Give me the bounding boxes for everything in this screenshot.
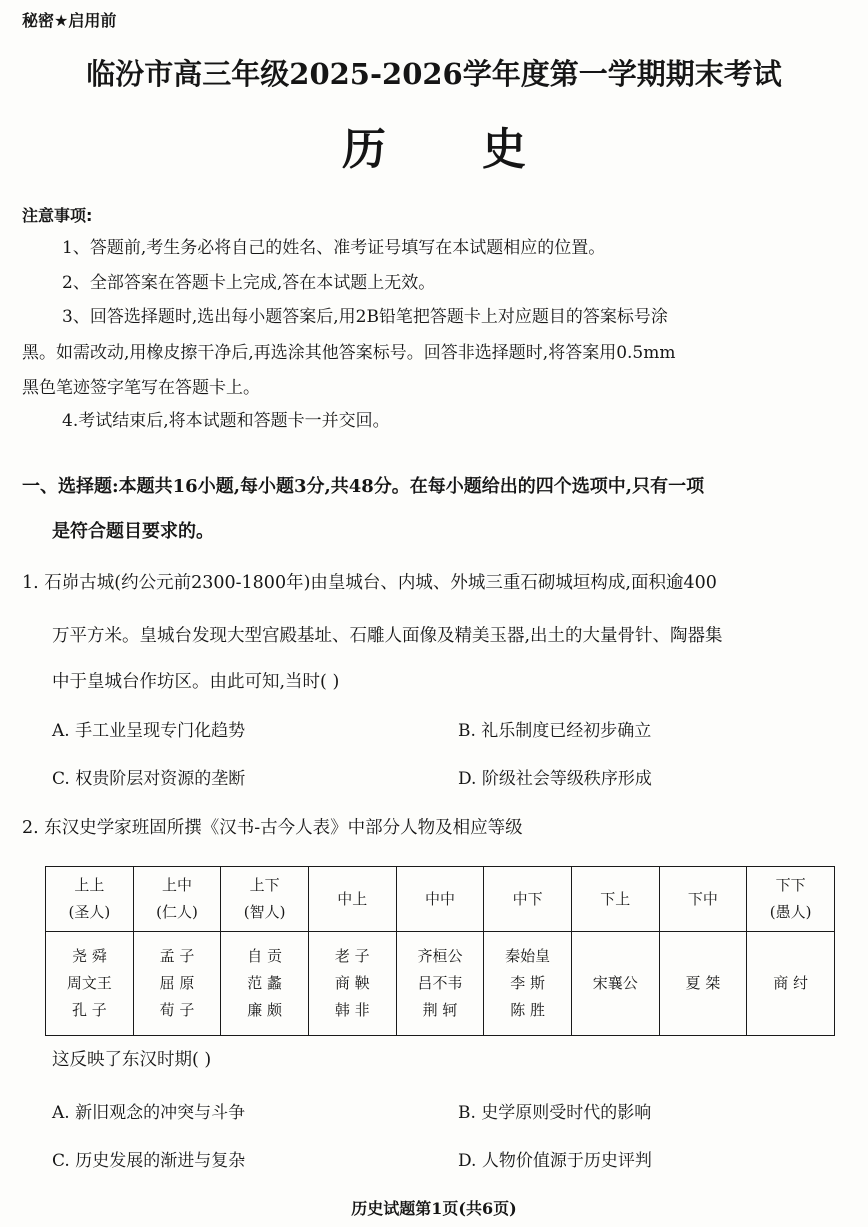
grade-header: 中上 (308, 867, 396, 932)
grade-people-cell: 尧 舜 周文王 孔 子 (46, 932, 134, 1036)
question-1-option-b[interactable]: B. 礼乐制度已经初步确立 (458, 721, 652, 741)
notice-line: 2、全部答案在答题卡上完成,答在本试题上无效。 (62, 273, 436, 293)
grade-people-cell: 自 贡 范 蠡 廉 颇 (221, 932, 309, 1036)
confidential-mark: 秘密★启用前 (22, 11, 117, 30)
question-1-option-a[interactable]: A. 手工业呈现专门化趋势 (52, 721, 246, 741)
notice-line: 黑色笔迹签字笔写在答题卡上。 (22, 378, 260, 398)
notice-line: 黑。如需改动,用橡皮擦干净后,再选涂其他答案标号。回答非选择题时,将答案用0.5mm (22, 343, 676, 363)
notice-line: 1、答题前,考生务必将自己的姓名、准考证号填写在本试题相应的位置。 (62, 238, 606, 258)
grade-header: 下下 (愚人) (747, 867, 835, 932)
grade-header: 下中 (659, 867, 747, 932)
question-1-stem: 万平方米。皇城台发现大型宫殿基址、石雕人面像及精美玉器,出土的大量骨针、陶器集 (52, 626, 723, 646)
question-2-prompt: 这反映了东汉时期( ) (52, 1050, 212, 1070)
question-1-option-d[interactable]: D. 阶级社会等级秩序形成 (458, 769, 652, 789)
grade-header: 上中 (仁人) (133, 867, 221, 932)
table-row (46, 932, 835, 1036)
grade-header: 上上 (圣人) (46, 867, 134, 932)
grade-people-cell: 老 子 商 鞅 韩 非 (308, 932, 396, 1036)
table-header-row (46, 867, 835, 932)
question-2-stem: 2. 东汉史学家班固所撰《汉书-古今人表》中部分人物及相应等级 (22, 818, 523, 838)
notice-line: 4.考试结束后,将本试题和答题卡一并交回。 (62, 411, 390, 431)
grade-people-cell: 商 纣 (747, 932, 835, 1036)
grade-people-cell: 宋襄公 (571, 932, 659, 1036)
question-1-option-c[interactable]: C. 权贵阶层对资源的垄断 (52, 769, 246, 789)
question-2-option-b[interactable]: B. 史学原则受时代的影响 (458, 1103, 652, 1123)
question-2-option-a[interactable]: A. 新旧观念的冲突与斗争 (52, 1103, 246, 1123)
grade-people-cell: 秦始皇 李 斯 陈 胜 (484, 932, 572, 1036)
section-heading: 一、选择题:本题共16小题,每小题3分,共48分。在每小题给出的四个选项中,只有一项 (22, 476, 705, 497)
exam-title: 临汾市高三年级2025-2026学年度第一学期期末考试 (86, 57, 782, 91)
question-1-stem: 1. 石峁古城(约公元前2300-1800年)由皇城台、内城、外城三重石砌城垣构成,面积逾400 (22, 573, 717, 593)
grade-people-cell: 齐桓公 吕不韦 荆 轲 (396, 932, 484, 1036)
grades-table (45, 866, 835, 1036)
notice-heading: 注意事项: (22, 206, 93, 225)
subject-title: 历史 (342, 124, 622, 175)
grade-people-cell: 孟 子 屈 原 荀 子 (133, 932, 221, 1036)
question-2-option-d[interactable]: D. 人物价值源于历史评判 (458, 1151, 652, 1171)
question-2-option-c[interactable]: C. 历史发展的渐进与复杂 (52, 1151, 246, 1171)
grade-header: 中中 (396, 867, 484, 932)
grade-header: 中下 (484, 867, 572, 932)
grade-header: 上下 (智人) (221, 867, 309, 932)
page-footer: 历史试题第1页(共6页) (351, 1199, 517, 1218)
grade-people-cell: 夏 桀 (659, 932, 747, 1036)
grade-header: 下上 (571, 867, 659, 932)
section-heading-cont: 是符合题目要求的。 (52, 521, 214, 542)
notice-line: 3、回答选择题时,选出每小题答案后,用2B铅笔把答题卡上对应题目的答案标号涂 (62, 307, 668, 327)
question-1-stem: 中于皇城台作坊区。由此可知,当时( ) (52, 672, 340, 692)
